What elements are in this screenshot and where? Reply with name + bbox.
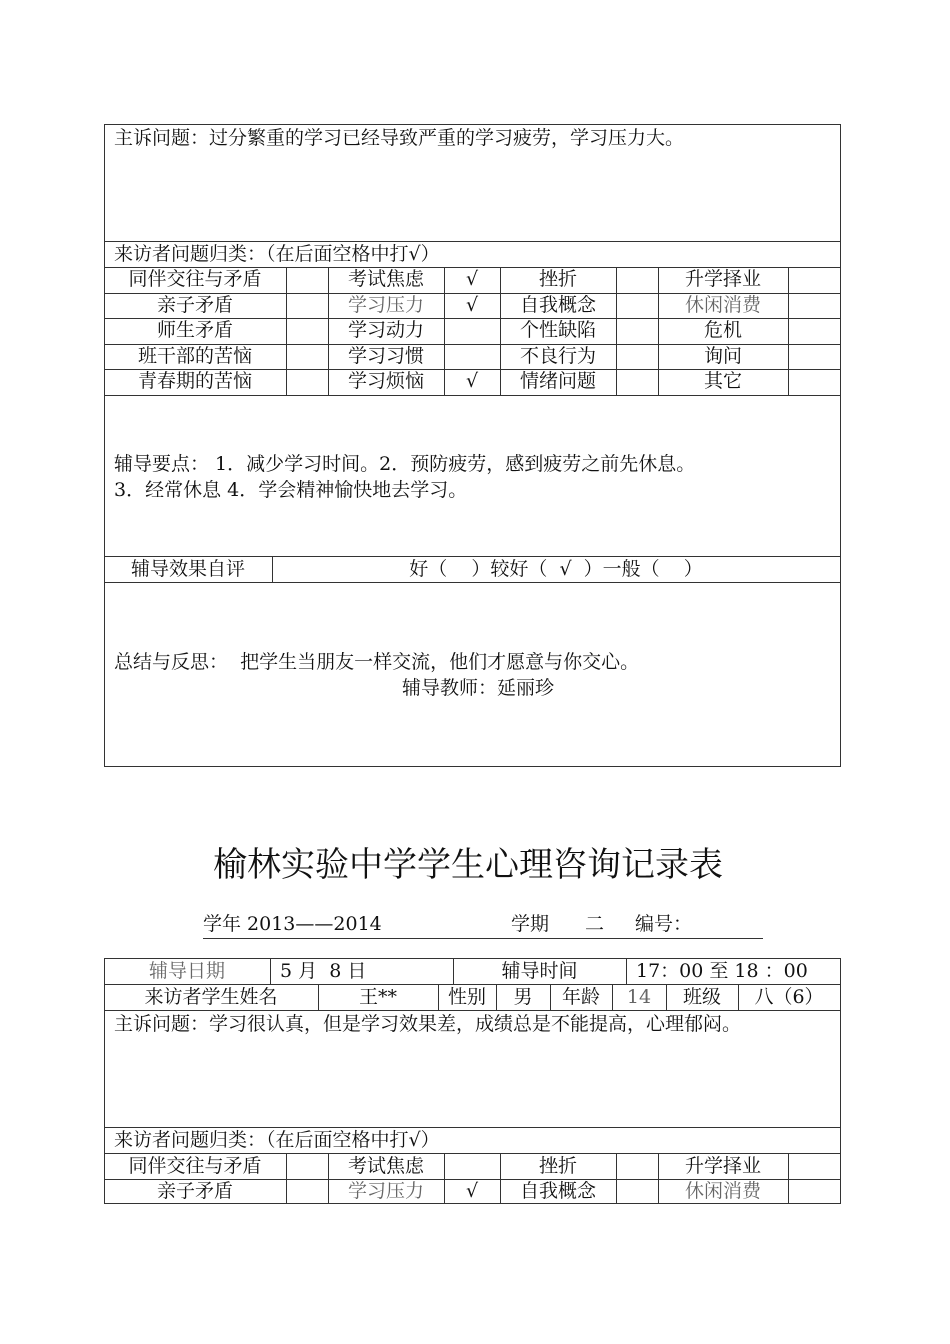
category-cell: 同伴交往与矛盾	[128, 268, 262, 290]
student-name-label: 来访者学生姓名	[144, 986, 278, 1008]
record2-complaint: 主诉问题：学习很认真，但是学习效果差，成绩总是不能提高，心理郁闷。	[114, 1013, 742, 1035]
check-cell[interactable]: √	[465, 1180, 479, 1202]
category-cell: 挫折	[538, 1155, 577, 1177]
category-cell: 学习压力	[347, 1180, 424, 1202]
page-title: 榆林实验中学学生心理咨询记录表	[213, 845, 723, 885]
category-cell: 学习习惯	[347, 345, 424, 367]
time-label: 辅导时间	[501, 960, 578, 982]
category-cell: 自我概念	[519, 294, 596, 316]
category-cell: 挫折	[538, 268, 577, 290]
divider	[626, 958, 627, 984]
category-cell: 亲子矛盾	[156, 1180, 233, 1202]
divider	[104, 395, 841, 396]
category-cell: 考试焦虑	[347, 268, 424, 290]
gender-label: 性别	[447, 986, 486, 1008]
effect-label: 辅导效果自评	[130, 558, 245, 580]
divider	[104, 582, 841, 583]
student-name-value[interactable]: 王**	[358, 986, 397, 1008]
check-cell[interactable]: √	[465, 268, 479, 290]
category-cell: 同伴交往与矛盾	[128, 1155, 262, 1177]
term-value: 二	[585, 913, 605, 935]
divider	[788, 267, 789, 395]
record1-teacher: 辅导教师：延丽珍	[402, 677, 555, 699]
category-cell: 询问	[703, 345, 742, 367]
category-cell: 个性缺陷	[519, 319, 596, 341]
category-cell: 升学择业	[684, 268, 761, 290]
divider	[616, 1153, 617, 1204]
category-cell: 考试焦虑	[347, 1155, 424, 1177]
record1-complaint: 主诉问题：过分繁重的学习已经导致严重的学习疲劳，学习压力大。	[114, 127, 685, 149]
gender-value[interactable]: 男	[513, 986, 533, 1008]
category-cell: 亲子矛盾	[156, 294, 233, 316]
category-cell: 情绪问题	[519, 370, 596, 392]
record1-guidance-line1: 辅导要点： 1．减少学习时间。2．预防疲劳，感到疲劳之前先休息。	[114, 453, 696, 475]
check-cell[interactable]: √	[465, 294, 479, 316]
category-cell: 危机	[703, 319, 742, 341]
class-value[interactable]: 八（6）	[754, 986, 824, 1008]
category-cell: 师生矛盾	[156, 319, 233, 341]
divider	[616, 267, 617, 395]
record2-meta-row	[203, 912, 763, 939]
divider	[788, 1153, 789, 1204]
category-cell: 班干部的苦恼	[137, 345, 252, 367]
date-label: 辅导日期	[148, 960, 225, 982]
check-cell[interactable]: √	[465, 370, 479, 392]
category-cell: 自我概念	[519, 1180, 596, 1202]
category-cell: 青春期的苦恼	[137, 370, 252, 392]
class-label: 班级	[682, 986, 721, 1008]
age-label: 年龄	[561, 986, 600, 1008]
category-cell: 休闲消费	[684, 1180, 761, 1202]
divider	[270, 958, 271, 984]
category-cell: 其它	[703, 370, 742, 392]
category-cell: 不良行为	[519, 345, 596, 367]
record1-category-header: 来访者问题归类：（在后面空格中打√）	[114, 243, 440, 265]
effect-rating[interactable]: 好（ ）较好（ √ ）一般（ ）	[409, 558, 703, 580]
divider	[104, 1010, 841, 1011]
school-year: 学年 2013——2014	[203, 913, 382, 935]
category-cell: 休闲消费	[684, 294, 761, 316]
category-cell: 升学择业	[684, 1155, 761, 1177]
divider	[286, 1153, 287, 1204]
category-cell: 学习烦恼	[347, 370, 424, 392]
date-value[interactable]: 5 月 8 日	[280, 960, 367, 982]
age-value[interactable]: 14	[626, 986, 652, 1008]
record1-guidance-line2: 3．经常休息 4．学会精神愉快地去学习。	[114, 479, 468, 501]
record1-summary: 总结与反思： 把学生当朋友一样交流，他们才愿意与你交心。	[114, 651, 640, 673]
time-value[interactable]: 17：00 至 18 ：00	[636, 960, 808, 982]
record2-category-header: 来访者问题归类：（在后面空格中打√）	[114, 1129, 440, 1151]
divider	[286, 267, 287, 395]
term-label: 学期	[511, 913, 550, 935]
category-cell: 学习动力	[347, 319, 424, 341]
category-cell: 学习压力	[347, 294, 424, 316]
number-label: 编号：	[635, 913, 693, 935]
